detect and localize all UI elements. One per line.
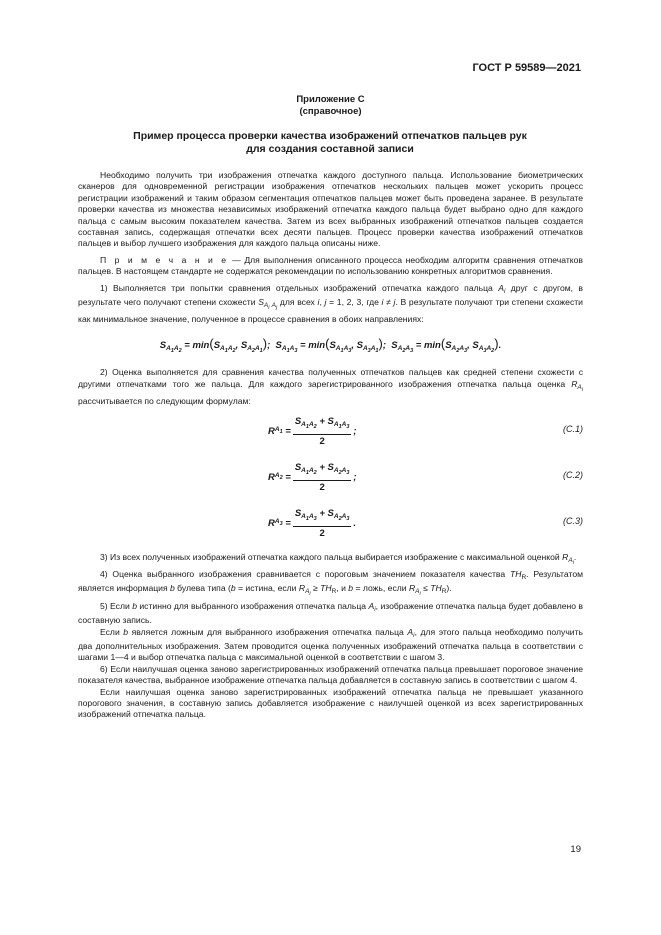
step-5-text-b: истинно для выбранного изображения отпечатка пальца [136,600,369,611]
denominator-c2: 2 [319,481,325,493]
section-title-line1: Пример процесса проверки качества изображений отпечатков пальцев рук [133,130,527,142]
denominator-c1: 2 [319,435,325,447]
section-title [80,130,580,156]
appendix-subtitle: (справочное) [299,106,362,117]
appendix-heading [0,94,661,118]
step-5b-text-a: Если [100,626,124,637]
document-body [78,170,583,721]
step-1-paragraph: 1) Выполняется три попытки сравнения отдельных изображений отпечатка каждого пальца $A_i$ друг с другом, в результате чего получают степени схожести $S_{A_i A_j}$ для всех i, j = 1, 2, 3, где i ≠ j. В результате получают три степени схожести как минимальное значение, полученное в процессе сравнения в обоих направлениях: [78,282,584,325]
step-5-text-a: 5) Если [100,600,133,611]
equation-number-c1: (C.1) [563,423,583,434]
intro-paragraph: Необходимо получить три изображения отпечатка каждого доступного пальца. Использование биометрических сканеров для одновременной регистрации изображения отпечатков нескольких пальцев может ускорить процесс регистрации изображений и таким образом сегментация отпечатков пальцев может быть проведена заранее. В результате проверки качества из множества независимых изображений отпечатка каждого пальца будет выбрано одно для каждого пальца с самым высоким показателем качества. Затем из всех выбранных изображений отпечатков пальцев создается составная запись, содержащая отпечатки всех десяти пальцев. Процесс проверки качества изображений отпечатков пальцев и выбор лучшего изображения для каждого пальца описаны ниже. [78,170,583,249]
step-1-text-e: . В результате получают три степени схожести как минимальное значение, полученное в процессе сравнения в обоих направлениях: [78,297,583,325]
step-3-paragraph: 3) Из всех полученных изображений отпечатка каждого пальца выбирается изображение с максимальной оценкой $R_{A_i}$. [100,551,577,566]
step-4-text-d: = истина, если [235,583,299,594]
final-paragraph: Если наилучшая оценка заново зарегистрированных изображений отпечатка пальца не превышает указанного порогового значения, в составную запись добавляется изображение с наилучшей оценкой из всех зарегистрированных изображений отпечатка пальца. [78,686,583,720]
section-title-line2: для создания составной записи [246,143,414,155]
standard-header: ГОСТ Р 59589—2021 [472,62,581,74]
step-1-text-d: = 1, 2, 3, где [326,297,382,308]
step-4-text-a: 4) Оценка выбранного изображения сравнивается с пороговым значением показателя качества [100,568,510,579]
equation-number-c3: (C.3) [563,515,583,526]
step-6-paragraph: 6) Если наилучшая оценка заново зарегистрированных изображений отпечатка пальца превышает пороговое значение показателя качества, выбранное изображение отпечатка пальца добавляется в составную запись в соответствии с шагом 4. [78,663,583,686]
formula-c1: R $A_1$ = $\frac{S_{A_1A_2} + S_{A_1A_3}}{2}$ ; (C.1) [268,415,583,447]
step-2-paragraph: 2) Оценка выполняется для сравнения качества полученных отпечатков пальцев как средней степени схожести с другими отпечатками того же пальца. Для каждого зарегистрированного изображения отпечатка пальца оценка $R_{A_i}$ рассчитывается по следующим формулам: [78,367,583,407]
step-5-paragraph: 5) Если b истинно для выбранного изображения отпечатка пальца $A_i$, изображение отпечатка пальца будет добавлено в составную запись. [78,600,584,626]
step-4-text-e: , и [336,583,349,594]
step-1-text-b: друг с другом, в результате чего получают степени схожести [78,282,584,308]
step-4-text-b: . Результатом является информация [78,568,584,594]
step-4-text-c: булева типа ( [174,583,231,594]
step-1-text-a: 1) Выполняется три попытки сравнения отдельных изображений отпечатка каждого пальца [100,282,499,293]
step-2-text: 2) Оценка выполняется для сравнения качества полученных отпечатков пальцев как средней степени схожести с другими отпечатками того же пальца. Для каждого зарегистрированного изображения отпечатка пальца оценка [78,367,583,389]
step-4-paragraph: 4) Оценка выбранного изображения сравнивается с пороговым значением показателя качества $TH_R$. Результатом является информация b булева типа (b = истина, если $R_{A_i} \ge TH_R$, и b = ложь, если $R_{A_i} \le TH_R$). [78,568,584,598]
appendix-title: Приложение С [296,94,365,105]
similarity-equations: $S_{A_1A_2} = \min(S_{A_1A_2}$, $S_{A_2A_1}$); $S_{A_1A_3} = \min(S_{A_1A_3}$, $S_{A_3A_1}$); $S_{A_2A_3} = \min(S_{A_2A_3}$, $S_{A_3A_2}$). [159,335,502,354]
step-5b-text-c: , для этого пальца необходимо получить два дополнительных изображения. Затем проводится оценка полученных изображений отпечатка пальца в соответствии с шагами 1—4 и выбор отпечатка пальца с максимальной оценкой в соответствии с шагом 3. [78,626,584,663]
step-5-text-c: , изображение отпечатка пальца будет добавлено в составную запись. [78,600,584,626]
step-5b-paragraph: Если b является ложным для выбранного изображения отпечатка пальца $A_i$, для этого пальца необходимо получить два дополнительных изображения. Затем проводится оценка полученных изображений отпечатка пальца в соответствии с шагами 1—4 и выбор отпечатка пальца с максимальной оценкой в соответствии с шагом 3. [78,626,584,663]
step-3-text: 3) Из всех полученных изображений отпечатка каждого пальца выбирается изображение с максимальной оценкой [100,551,563,562]
formula-c2: R $A_2$ = $\frac{S_{A_1A_2} + S_{A_2A_3}}{2}$ ; (C.2) [268,461,583,493]
step-2-text-end: рассчитывается по следующим формулам: [78,396,251,407]
denominator-c3: 2 [319,527,325,539]
step-5b-text-b: является ложным для выбранного изображения отпечатка пальца [128,626,408,637]
page-number: 19 [570,844,581,855]
equation-number-c2: (C.2) [563,469,583,480]
step-4-text-f: = ложь, если [353,583,409,594]
note-label: П р и м е ч а н и е [100,254,229,265]
note-text: — Для выполнения описанного процесса необходим алгоритм сравнения отпечатков пальцев. В настоящем стандарте не содержатся рекомендации по использованию конкретных алгоритмов сравнения. [78,254,583,277]
step-1-text-c: для всех [277,297,318,308]
note-paragraph [78,255,583,278]
formula-c3: R $A_3$ = $\frac{S_{A_1A_3} + S_{A_2A_3}}{2}$ . (C.3) [268,507,583,539]
